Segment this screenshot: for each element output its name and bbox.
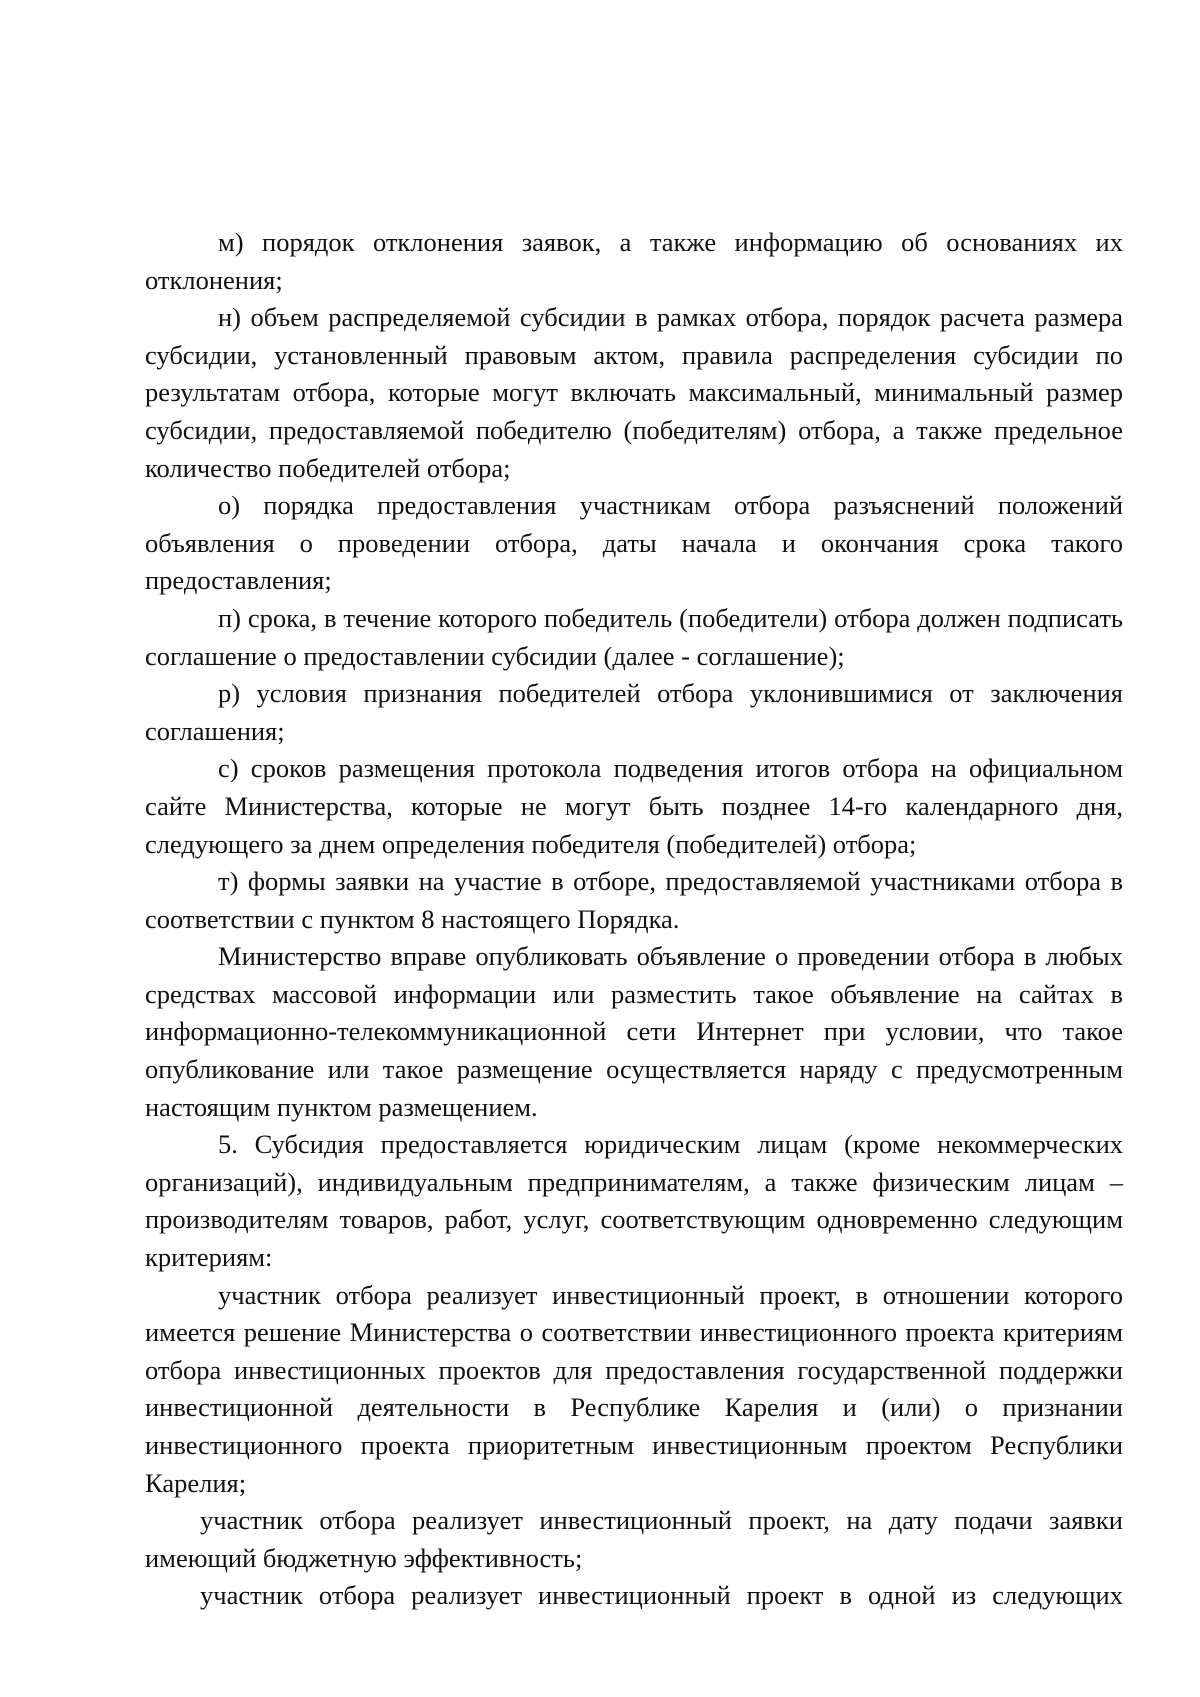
paragraph-item-r: р) условия признания победителей отбора уклонившимися от заключения соглашения; xyxy=(145,678,1123,746)
document-body xyxy=(145,224,1123,1615)
paragraph-criterion-2: участник отбора реализует инвестиционный проект, на дату подачи заявки имеющий бюджетную эффективность; xyxy=(145,1505,1123,1573)
paragraph-section-5: 5. Субсидия предоставляется юридическим лицам (кроме некоммерческих организаций), индивидуальным предпринимателям, а также физическим лицам – производителям товаров, работ, услуг, соответствующим одновременно следующим критериям: xyxy=(145,1129,1123,1273)
paragraph-item-o: о) порядка предоставления участникам отбора разъяснений положений объявления о проведении отбора, даты начала и окончания срока такого предоставления; xyxy=(145,490,1123,596)
paragraph-item-m: м) порядок отклонения заявок, а также информацию об основаниях их отклонения; xyxy=(145,227,1123,295)
paragraph-item-t: т) формы заявки на участие в отборе, предоставляемой участниками отбора в соответствии с пунктом 8 настоящего Порядка. xyxy=(145,866,1123,934)
paragraph-item-s: с) сроков размещения протокола подведения итогов отбора на официальном сайте Министерства, которые не могут быть позднее 14-го календарного дня, следующего за днем определения победителя (победителей) отбора; xyxy=(145,753,1123,859)
paragraph-item-n: н) объем распределяемой субсидии в рамках отбора, порядок расчета размера субсидии, установленный правовым актом, правила распределения субсидии по результатам отбора, которые могут включать максимальный, минимальный размер субсидии, предоставляемой победителю (победителям) отбора, а также предельное количество победителей отбора; xyxy=(145,302,1123,483)
paragraph-ministry-publication: Министерство вправе опубликовать объявление о проведении отбора в любых средствах массовой информации или разместить такое объявление на сайтах в информационно-телекоммуникационной сети Интернет при условии, что такое опубликование или такое размещение осуществляется наряду с предусмотренным настоящим пунктом размещением. xyxy=(145,941,1123,1122)
paragraph-item-p: п) срока, в течение которого победитель (победители) отбора должен подписать соглашение о предоставлении субсидии (далее - соглашение); xyxy=(145,602,1123,671)
paragraph-criterion-1: участник отбора реализует инвестиционный проект, в отношении которого имеется решение Министерства о соответствии инвестиционного проекта критериям отбора инвестиционных проектов для предоставления государственной поддержки инвестиционной деятельности в Республике Карелия и (или) о признании инвестиционного проекта приоритетным инвестиционным проектом Республики Карелия; xyxy=(145,1279,1123,1498)
paragraph-criterion-3: участник отбора реализует инвестиционный проект в одной из следующих xyxy=(200,1580,1123,1611)
